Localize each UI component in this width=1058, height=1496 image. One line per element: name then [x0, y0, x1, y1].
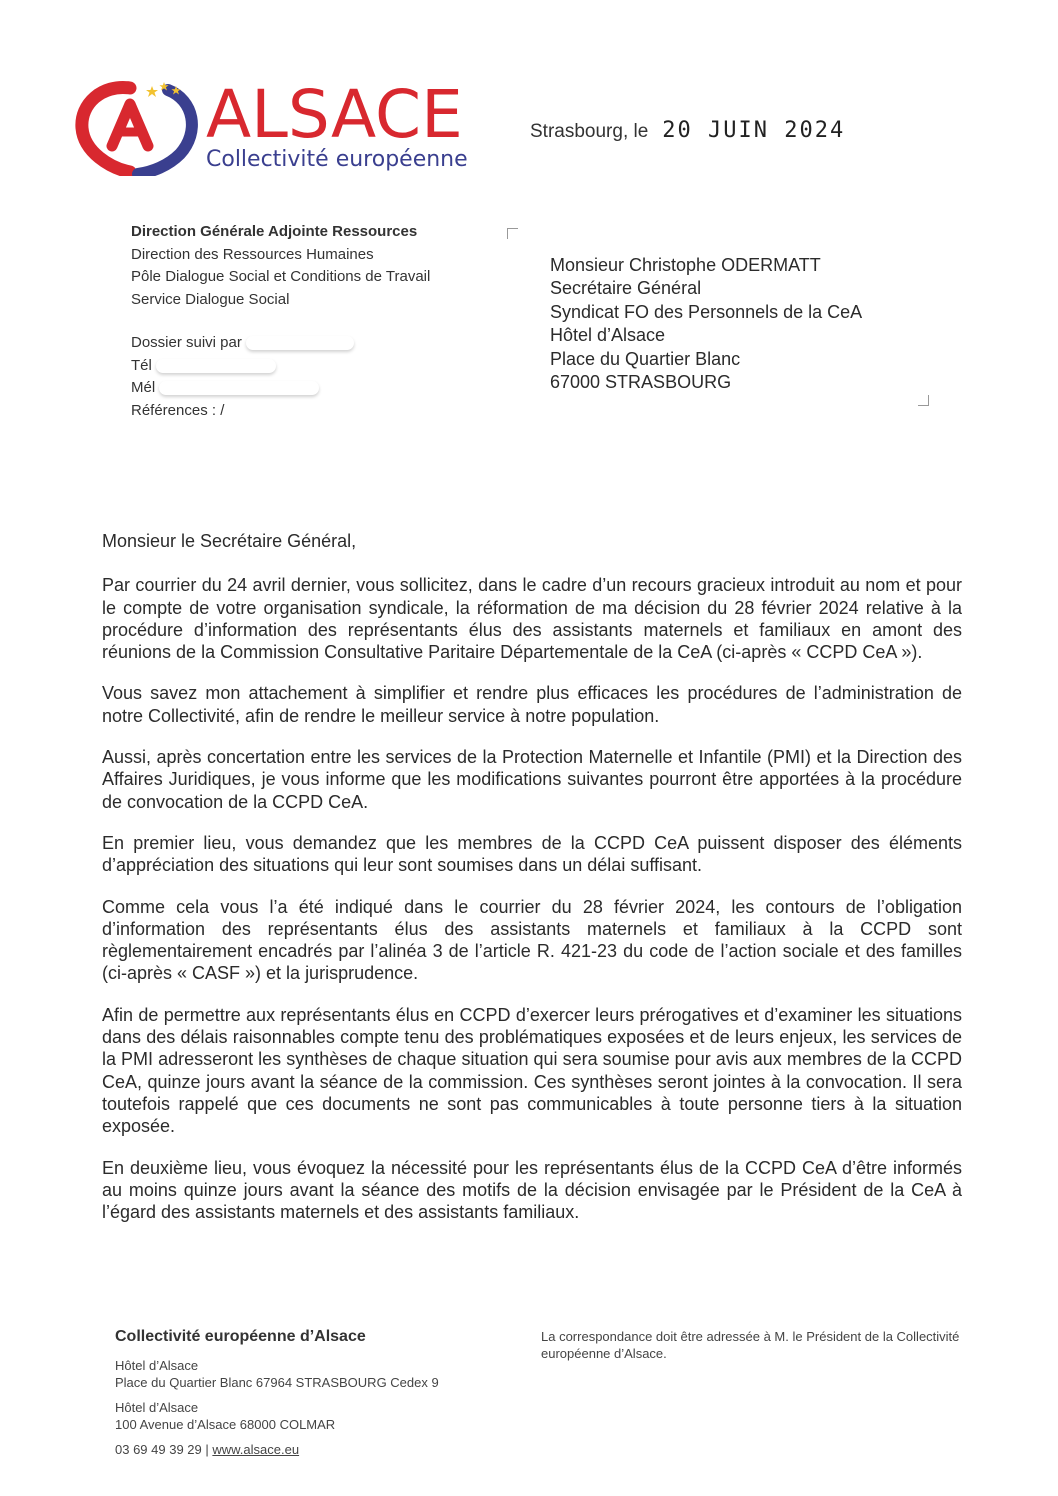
date-stamp: 20 JUIN 2024 — [662, 118, 846, 143]
logo-wordmark: ALSACE — [206, 76, 463, 153]
sender-service: Service Dialogue Social — [131, 290, 290, 308]
footer-phone: 03 69 49 39 29 — [115, 1442, 202, 1457]
recipient-building: Hôtel d’Alsace — [550, 325, 666, 346]
address-window-corner-bottom-right — [918, 395, 929, 406]
mail-label: Mél — [131, 379, 156, 396]
sender-block — [131, 221, 430, 311]
date-prefix: Strasbourg, le — [530, 121, 649, 142]
sender-pole: Pôle Dialogue Social et Conditions de Travail — [131, 268, 431, 285]
sender-directorate: Direction Générale Adjointe Ressources — [131, 223, 418, 240]
body-paragraph: En premier lieu, vous demandez que les membres de la CCPD CeA puissent disposer des éléments d’appréciation des situations qui leur sont soumises dans un délai suffisant. — [102, 832, 962, 876]
salutation: Monsieur le Secrétaire Général, — [102, 531, 357, 551]
logo-subtitle: Collectivité européenne — [206, 147, 468, 172]
letter-body — [102, 530, 962, 1242]
sender-department: Direction des Ressources Humaines — [131, 245, 374, 263]
address-window-corner-top-left — [507, 228, 518, 239]
footer-contact — [115, 1328, 439, 1458]
recipient-block — [550, 254, 862, 394]
body-paragraph: Par courrier du 24 avril dernier, vous sollicitez, dans le cadre d’un recours gracieux introduit au nom et pour le compte de votre organisation syndicale, la réformation de ma décision du 28 février 2024 relative à la procédure d’information des représentants élus des assistants maternels et familiaux en amont des réunions de la Commission Consultative Paritaire Départementale de la CeA (ci-après « CCPD CeA »). — [102, 575, 962, 663]
footer-organization: Collectivité européenne d’Alsace — [115, 1328, 366, 1345]
recipient-title: Secrétaire Général — [550, 278, 702, 299]
recipient-street: Place du Quartier Blanc — [550, 348, 741, 369]
followed-by-label: Dossier suivi par — [131, 334, 242, 351]
recipient-organization: Syndicat FO des Personnels de la CeA — [550, 301, 863, 322]
alsace-logo — [72, 76, 472, 186]
body-paragraph: Vous savez mon attachement à simplifier et rendre plus efficaces les procédures de l’administration de notre Collectivité, afin de rendre le meilleur service à notre population. — [102, 683, 962, 726]
recipient-name: Monsieur Christophe ODERMATT — [550, 255, 821, 275]
redaction-mark — [246, 336, 354, 350]
footer-website-link[interactable]: www.alsace.eu — [212, 1442, 300, 1457]
redaction-mark — [159, 381, 319, 395]
footer-address-strasbourg — [115, 1357, 439, 1391]
letter-date — [530, 118, 845, 143]
contact-block — [131, 332, 354, 422]
footer-separator: | — [201, 1442, 213, 1457]
alsace-logo-mark-icon — [72, 76, 202, 176]
footer-phone-web — [115, 1441, 439, 1458]
body-paragraph: Aussi, après concertation entre les services de la Protection Maternelle et Infantile (PMI) et la Direction des Affaires Juridiques, je vous informe que les modifications suivantes pourront être apportées à la procédure de convocation de la CCPD CeA. — [102, 747, 962, 812]
body-paragraph: Comme cela vous l’a été indiqué dans le courrier du 28 février 2024, les contours de l’obligation d’information des représentants élus des assistants maternels et familiaux à la CCPD sont règlementairement encadrés par l’alinéa 3 de l’article R. 421-23 du code de l’action sociale et des familles (ci-après « CASF ») et la jurisprudence. — [102, 896, 962, 984]
body-paragraph: Afin de permettre aux représentants élus en CCPD d’exercer leurs prérogatives et d’examiner les situations dans des délais raisonnables compte tenu des problématiques exposées et de leurs enjeux, les services de la PMI adresseront les synthèses de chaque situation qui sera soumise pour avis aux membres de la CCPD CeA, quinze jours avant la séance de la commission. Ces synthèses seront jointes à la convocation. Il sera toutefois rappelé que ces documents ne sont pas communicables à toute personne tiers à la situation exposée. — [102, 1004, 962, 1137]
footer-address-line: Place du Quartier Blanc 67964 STRASBOURG Cedex 9 — [115, 1375, 439, 1390]
body-paragraph: En deuxième lieu, vous évoquez la nécessité pour les représentants élus de la CCPD CeA d’être informés au moins quinze jours avant la séance des motifs de la décision envisagée par le Président de la CeA à l’égard des assistants maternels et des assistants familiaux. — [102, 1157, 962, 1223]
footer-address-line: Hôtel d’Alsace — [115, 1358, 199, 1373]
redaction-mark — [156, 359, 276, 373]
references-line: Références : / — [131, 401, 225, 419]
footer-address-line: 100 Avenue d’Alsace 68000 COLMAR — [115, 1417, 336, 1432]
footer-address-line: Hôtel d’Alsace — [115, 1400, 199, 1415]
footer-correspondence-note: La correspondance doit être adressée à M. le Président de la Collectivité européenne d’Alsace. — [541, 1329, 960, 1361]
tel-label: Tél — [131, 356, 152, 374]
footer-address-colmar — [115, 1399, 439, 1433]
recipient-city: 67000 STRASBOURG — [550, 372, 732, 393]
